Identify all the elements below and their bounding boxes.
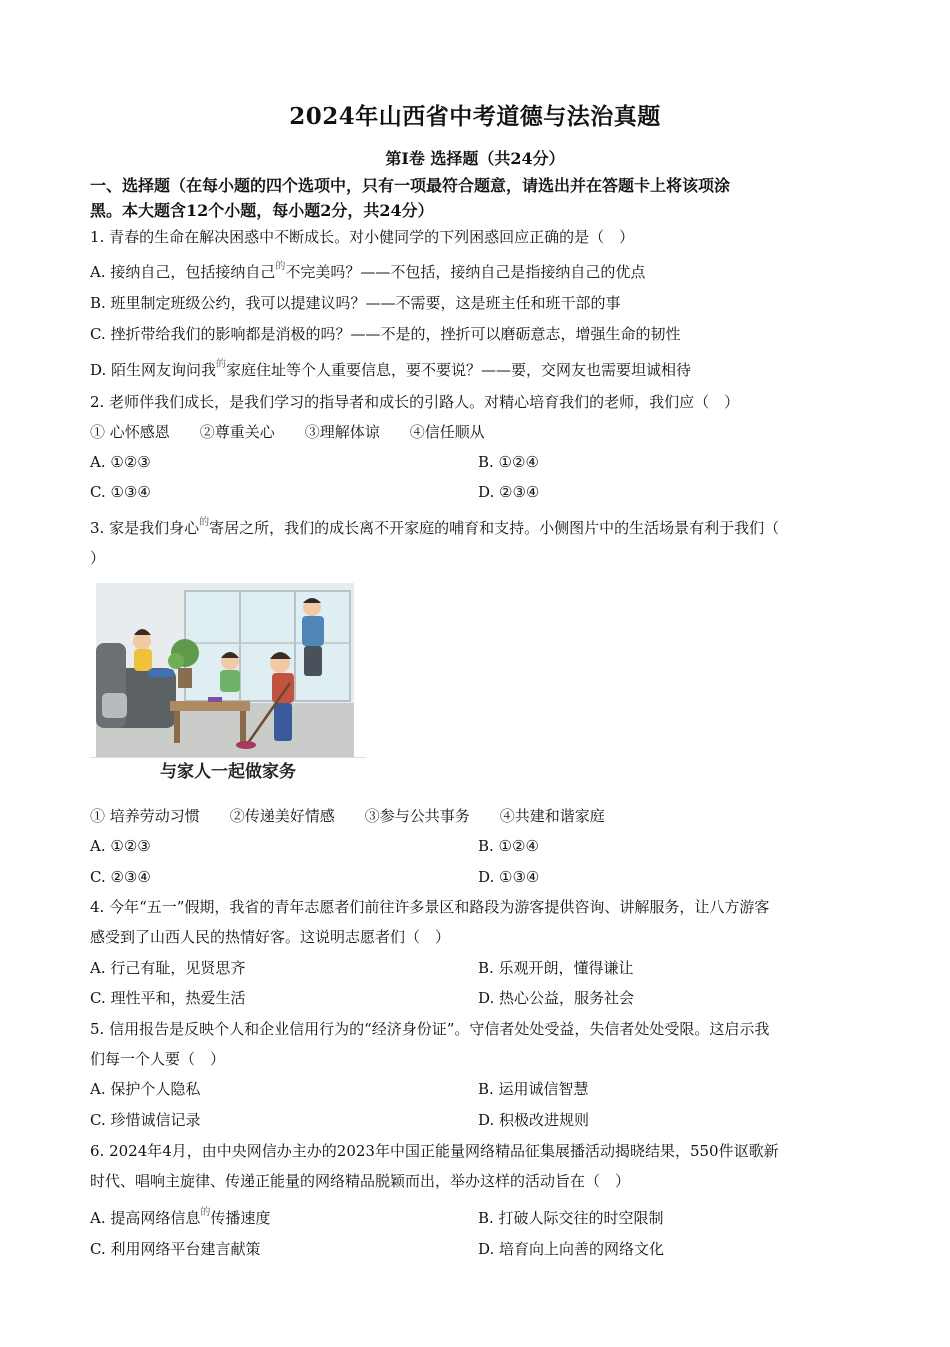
q5-option-d: D. 积极改进规则 [478,1111,590,1129]
q2-option-b: B. ①②④ [478,453,539,471]
q6-a-pre: A. 提高网络信息 [90,1209,201,1227]
q4-stem-line2: 感受到了山西人民的热情好客。这说明志愿者们（ ） [90,928,451,946]
q3-option-b: B. ①②④ [478,837,539,855]
section-line-2: 黑。本大题含12个小题，每小题2分，共24分） [90,201,434,220]
q1-option-b: B. 班里制定班级公约，我可以提建议吗？——不需要，这是班主任和班干部的事 [90,294,621,312]
q1-option-c: C. 挫折带给我们的影响都是消极的吗？——不是的，挫折可以磨砺意志，增强生命的韧性 [90,325,681,343]
q6-option-b: B. 打破人际交往的时空限制 [478,1209,664,1227]
q3-stem-pre: 3. 家是我们身心 [90,519,200,537]
de-mark: 的 [199,517,210,528]
q1-option-d [90,359,870,384]
q4-option-c: C. 理性平和，热爱生活 [90,989,246,1007]
figure-caption: 与家人一起做家务 [160,762,296,782]
q1-d-post: 家庭住址等个人重要信息，要不要说？——要，交网友也需要坦诚相待 [226,361,692,379]
q5-stem-line1: 5. 信用报告是反映个人和企业信用行为的“经济身份证”。守信者处处受益，失信者处处受限。这启示我 [90,1020,770,1038]
q5-option-b: B. 运用诚信智慧 [478,1080,589,1098]
q2-stem: 2. 老师伴我们成长，是我们学习的指导者和成长的引路人。对精心培育我们的老师，我们应（ ） [90,393,740,411]
housework-illustration [90,583,366,783]
q6-option-c: C. 利用网络平台建言献策 [90,1240,261,1258]
q2-option-d: D. ②③④ [478,483,540,501]
section-line-1: 一、选择题（在每小题的四个选项中，只有一项最符合题意，请选出并在答题卡上将该项涂 [90,176,731,195]
q3-stem-line2: ） [90,549,106,567]
q1-a-post: 不完美吗？——不包括，接纳自己是指接纳自己的优点 [285,263,646,281]
q3-items: ① 培养劳动习惯 ②传递美好情感 ③参与公共事务 ④共建和谐家庭 [90,807,605,825]
q1-a-pre: A. 接纳自己，包括接纳自己 [90,263,276,281]
q1-d-pre: D. 陌生网友询问我 [90,361,217,379]
part-heading: 第Ⅰ卷 选择题（共24分） [385,149,565,168]
section-instructions [90,173,870,223]
q4-option-d: D. 热心公益，服务社会 [478,989,635,1007]
q6-a-post: 传播速度 [210,1209,271,1227]
q3-option-a: A. ①②③ [90,837,151,855]
q2-items: ① 心怀感恩 ②尊重关心 ③理解体谅 ④信任顺从 [90,423,485,441]
page-title: 2024年山西省中考道德与法治真题 [289,103,661,130]
de-mark: 的 [200,1207,211,1218]
q3-option-d: D. ①③④ [478,868,540,886]
q2-option-a: A. ①②③ [90,453,151,471]
window [185,591,350,701]
q4-option-b: B. 乐观开朗，懂得谦让 [478,959,634,977]
q3-stem-post: 寄居之所，我们的成长离不开家庭的哺育和支持。小侧图片中的生活场景有利于我们（ [209,519,780,537]
q4-option-a: A. 行己有耻，见贤思齐 [90,959,246,977]
q1-stem: 1. 青春的生命在解决困惑中不断成长。对小健同学的下列困惑回应正确的是（ ） [90,228,635,246]
q4-stem-line1: 4. 今年“五一”假期，我省的青年志愿者们前往许多景区和路段为游客提供咨询、讲解服务，让八方游客 [90,898,770,916]
q1-option-a [90,261,870,286]
q5-option-a: A. 保护个人隐私 [90,1080,201,1098]
q3-option-c: C. ②③④ [90,868,151,886]
q3-stem [90,517,870,542]
q5-stem-line2: 们每一个人要（ ） [90,1050,226,1068]
q2-option-c: C. ①③④ [90,483,151,501]
de-mark: 的 [275,261,286,272]
q6-stem-line2: 时代、唱响主旋律、传递正能量的网络精品脱颖而出，举办这样的活动旨在（ ） [90,1172,631,1190]
de-mark: 的 [216,359,227,370]
q6-stem-line1: 6. 2024年4月，由中央网信办主办的2023年中国正能量网络精品征集展播活动揭晓结果，550件讴歌新 [90,1142,779,1160]
q6-option-d: D. 培育向上向善的网络文化 [478,1240,665,1258]
q5-option-c: C. 珍惜诚信记录 [90,1111,201,1129]
